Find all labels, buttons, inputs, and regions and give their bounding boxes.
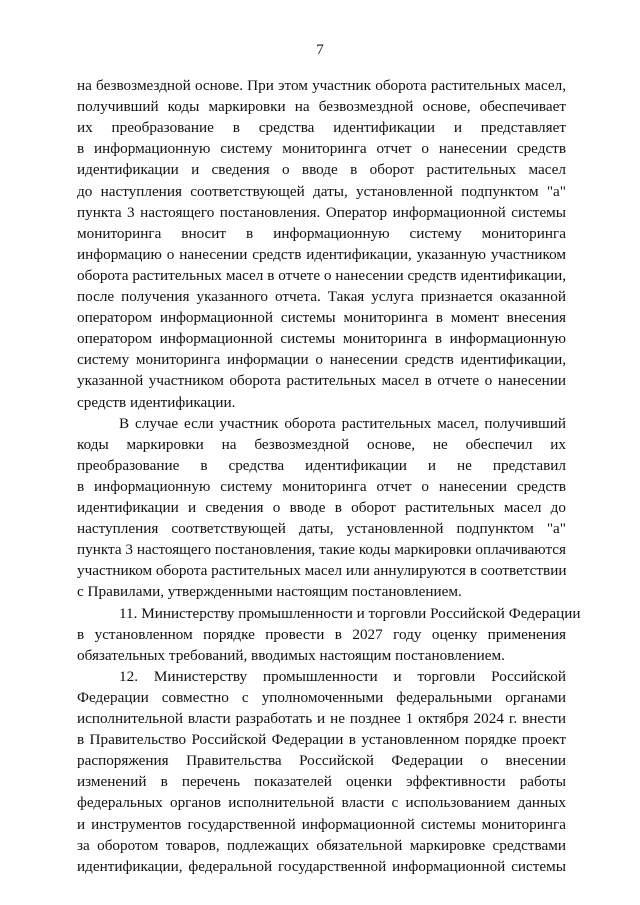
text-line: распоряжения Правительства Российской Федерации о внесении <box>77 752 566 770</box>
text-line: указанной участником оборота растительных масел в отчете о нанесении <box>77 372 566 390</box>
text-line: их преобразование в средства идентификации и представляет <box>77 119 566 137</box>
text-line: оператором информационной системы мониторинга в момент внесения <box>77 309 566 327</box>
text-line: исполнительной власти разработать и не позднее 1 октября 2024 г. внести <box>77 710 566 727</box>
text-line: пункта 3 настоящего постановления, такие коды маркировки оплачиваются <box>77 541 566 559</box>
text-line: идентификации и сведения о вводе в оборот растительных масел до <box>77 499 566 516</box>
text-line: после получения указанного отчета. Такая услуга признается оказанной <box>77 288 566 305</box>
text-line: на безвозмездной основе. При этом участник оборота растительных масел, <box>77 77 566 94</box>
text-line: Федерации совместно с уполномоченными федеральными органами <box>77 688 566 706</box>
text-line: в Правительство Российской Федерации в установленном порядке проект <box>77 731 566 749</box>
page-number: 7 <box>316 42 324 58</box>
text-line: информацию о нанесении средств идентификации, указанную участником <box>77 245 566 263</box>
text-line: изменений в перечень показателей оценки эффективности работы <box>77 773 566 791</box>
text-line: до наступления соответствующей даты, установленной подпунктом "а" <box>77 182 566 200</box>
text-line: с Правилами, утвержденными настоящим постановлением. <box>77 583 462 601</box>
text-line: систему мониторинга информации о нанесении средств идентификации, <box>77 351 566 369</box>
text-line: коды маркировки на безвозмездной основе, не обеспечил их <box>77 435 566 453</box>
text-line: и инструментов государственной информационной системы мониторинга <box>77 815 566 833</box>
text-line: участником оборота растительных масел или аннулируются в соответствии <box>77 562 567 580</box>
text-line: мониторинга вносит в информационную систему мониторинга <box>77 224 566 242</box>
text-line: наступления соответствующей даты, установленной подпунктом "а" <box>77 520 566 538</box>
text-line: 12. Министерству промышленности и торговли Российской <box>119 667 566 685</box>
text-line: за оборотом товаров, подлежащих обязательной маркировке средствами <box>77 836 566 854</box>
text-line: средств идентификации. <box>77 393 236 411</box>
text-line: получивший коды маркировки на безвозмездной основе, обеспечивает <box>77 98 566 116</box>
text-line: оператором информационной системы мониторинга в информационную <box>77 330 566 348</box>
text-line: В случае если участник оборота растительных масел, получивший <box>119 414 566 432</box>
text-line: в установленном порядке провести в 2027 году оценку применения <box>77 625 566 643</box>
text-line: пункта 3 настоящего постановления. Оператор информационной системы <box>77 203 566 221</box>
text-line: в информационную систему мониторинга отчет о нанесении средств <box>77 140 566 158</box>
text-line: преобразование в средства идентификации и не представил <box>77 456 566 474</box>
text-line: обязательных требований, вводимых настоящим постановлением. <box>77 646 505 664</box>
text-line: федеральных органов исполнительной власти с использованием данных <box>77 794 566 812</box>
text-line: в информационную систему мониторинга отчет о нанесении средств <box>77 477 566 495</box>
text-line: идентификации, федеральной государственной информационной системы <box>77 857 566 875</box>
text-line: 11. Министерству промышленности и торговли Российской Федерации <box>119 604 581 622</box>
text-line: идентификации и сведения о вводе в оборот растительных масел <box>77 161 566 179</box>
text-line: оборота растительных масел в отчете о нанесении средств идентификации, <box>77 266 566 284</box>
